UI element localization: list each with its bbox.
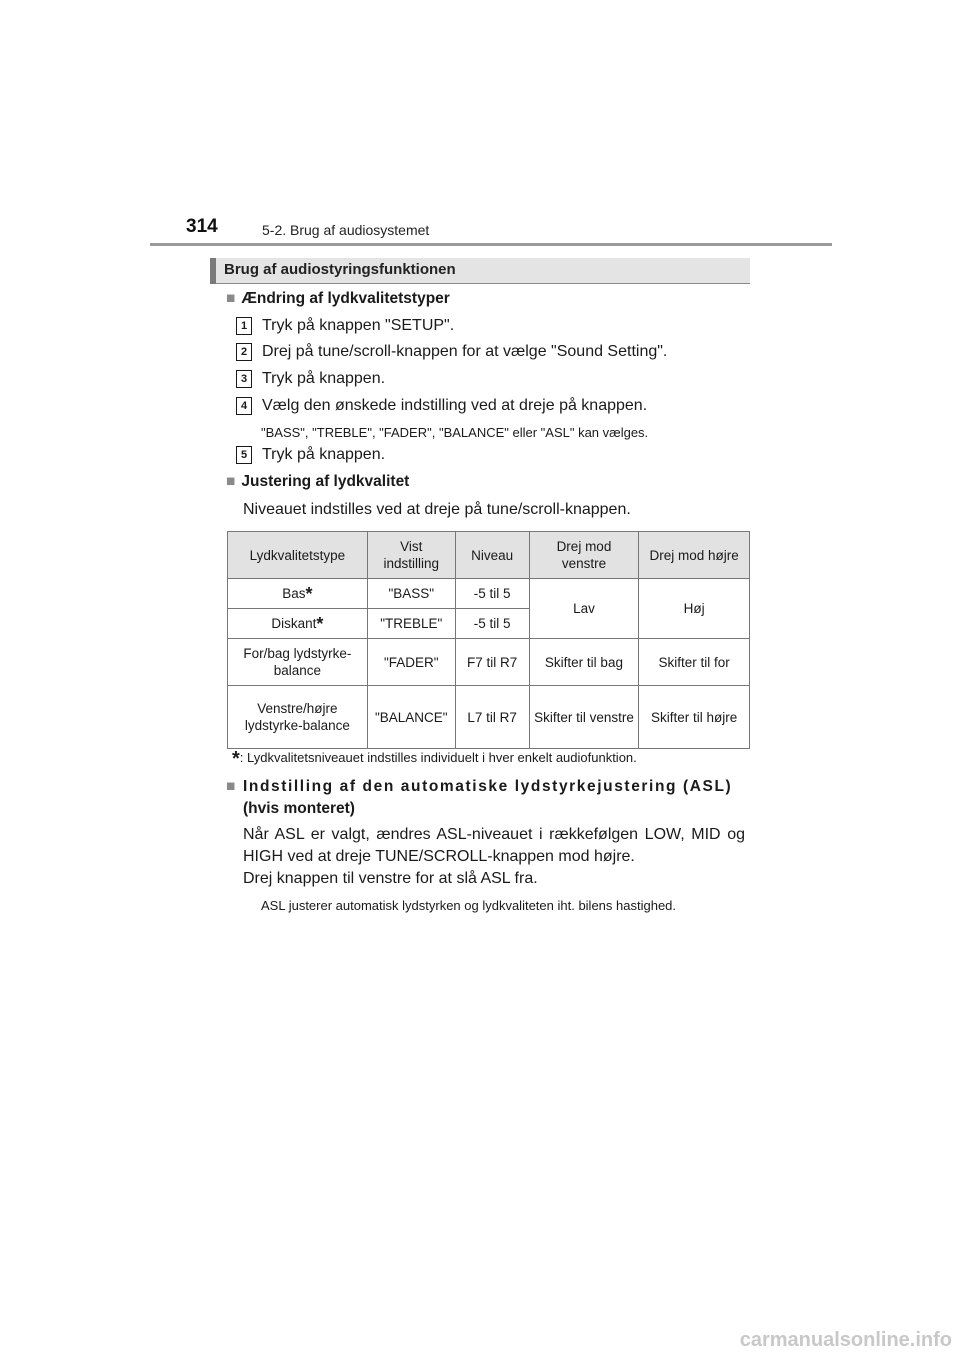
table-header-row [228, 532, 750, 579]
asl-heading-line1: Indstilling af den automatiske lydstyrkejustering (ASL) [242, 778, 733, 795]
footnote-mark: * [316, 614, 324, 634]
section-heading-bar [210, 258, 216, 284]
table-row [228, 579, 750, 609]
table-cell-display: "BALANCE" [367, 686, 455, 749]
adjust-text: Niveauet indstilles ved at dreje på tune/scroll-knappen. [243, 501, 631, 518]
step-number-3: 3 [236, 370, 252, 388]
change-types-heading [226, 290, 450, 308]
footnote-star: * [232, 748, 240, 770]
asl-body [243, 824, 745, 890]
step-5 [236, 446, 385, 464]
table-row [228, 686, 750, 749]
table-cell-left: Skifter til bag [529, 639, 639, 686]
square-bullet-icon: ■ [226, 473, 236, 490]
step-2 [236, 343, 667, 361]
table-cell-type: For/bag lydstyrke-balance [228, 639, 368, 686]
table-cell-left: Skifter til venstre [529, 686, 639, 749]
step-4-text: Vælg den ønskede indstilling ved at dreje på knappen. [262, 397, 648, 414]
table-cell-type: Venstre/højre lydstyrke-balance [228, 686, 368, 749]
table-cell-type: Bas* [228, 579, 368, 609]
asl-heading-line2: (hvis monteret) [243, 800, 355, 817]
square-bullet-icon: ■ [226, 778, 237, 795]
step-4 [236, 397, 647, 415]
table-cell-level: -5 til 5 [455, 579, 529, 609]
step-3-text: Tryk på knappen. [262, 370, 386, 387]
step-1-text: Tryk på knappen "SETUP". [262, 317, 455, 334]
square-bullet-icon: ■ [226, 290, 236, 307]
asl-body-text-2: Drej knappen til venstre for at slå ASL fra. [243, 870, 538, 887]
step-number-1: 1 [236, 317, 252, 335]
page-number: 314 [186, 216, 218, 237]
footnote [232, 748, 637, 771]
asl-body-text: Når ASL er valgt, ændres ASL-niveauet i rækkefølgen LOW, MID og HIGH ved at dreje TUNE/SCROLL-knappen mod højre. [243, 826, 745, 865]
step-1 [236, 317, 454, 335]
section-heading-text: Brug af audiostyringsfunktionen [224, 261, 456, 278]
asl-note: ASL justerer automatisk lydstyrken og lydkvaliteten iht. bilens hastighed. [261, 898, 677, 913]
step-3 [236, 370, 385, 388]
table-cell-level: L7 til R7 [455, 686, 529, 749]
change-types-heading-text: Ændring af lydkvalitetstyper [241, 290, 450, 307]
table-cell-right: Høj [639, 579, 750, 639]
chapter-title: 5-2. Brug af audiosystemet [262, 222, 430, 238]
table-header-display: Vist indstilling [367, 532, 455, 579]
watermark: carmanualsonline.info [739, 1329, 952, 1351]
table-row [228, 639, 750, 686]
table-cell-level: -5 til 5 [455, 609, 529, 639]
table-cell-right: Skifter til højre [639, 686, 750, 749]
asl-heading [226, 776, 746, 820]
table-cell-level: F7 til R7 [455, 639, 529, 686]
step-2-text: Drej på tune/scroll-knappen for at vælge "Sound Setting". [262, 343, 668, 360]
table-cell-type: Diskant* [228, 609, 368, 639]
adjust-heading-text: Justering af lydkvalitet [241, 473, 410, 490]
step-4-note: "BASS", "TREBLE", "FADER", "BALANCE" eller "ASL" kan vælges. [261, 425, 649, 440]
table-header-type: Lydkvalitetstype [228, 532, 368, 579]
step-5-text: Tryk på knappen. [262, 446, 386, 463]
section-heading [210, 258, 750, 284]
table-header-left: Drej mod venstre [529, 532, 639, 579]
sound-quality-table [227, 531, 750, 749]
table-header-right: Drej mod højre [639, 532, 750, 579]
footnote-mark: * [305, 584, 313, 604]
step-number-5: 5 [236, 446, 252, 464]
step-number-4: 4 [236, 397, 252, 415]
step-number-2: 2 [236, 343, 252, 361]
footnote-text: : Lydkvalitetsniveauet indstilles individuelt i hver enkelt audiofunktion. [239, 750, 637, 765]
header-rule [150, 243, 832, 246]
adjust-heading [226, 473, 409, 491]
table-cell-display: "BASS" [367, 579, 455, 609]
table-cell-right: Skifter til for [639, 639, 750, 686]
table-cell-left: Lav [529, 579, 639, 639]
table-cell-display: "TREBLE" [367, 609, 455, 639]
table-cell-display: "FADER" [367, 639, 455, 686]
table-header-level: Niveau [455, 532, 529, 579]
